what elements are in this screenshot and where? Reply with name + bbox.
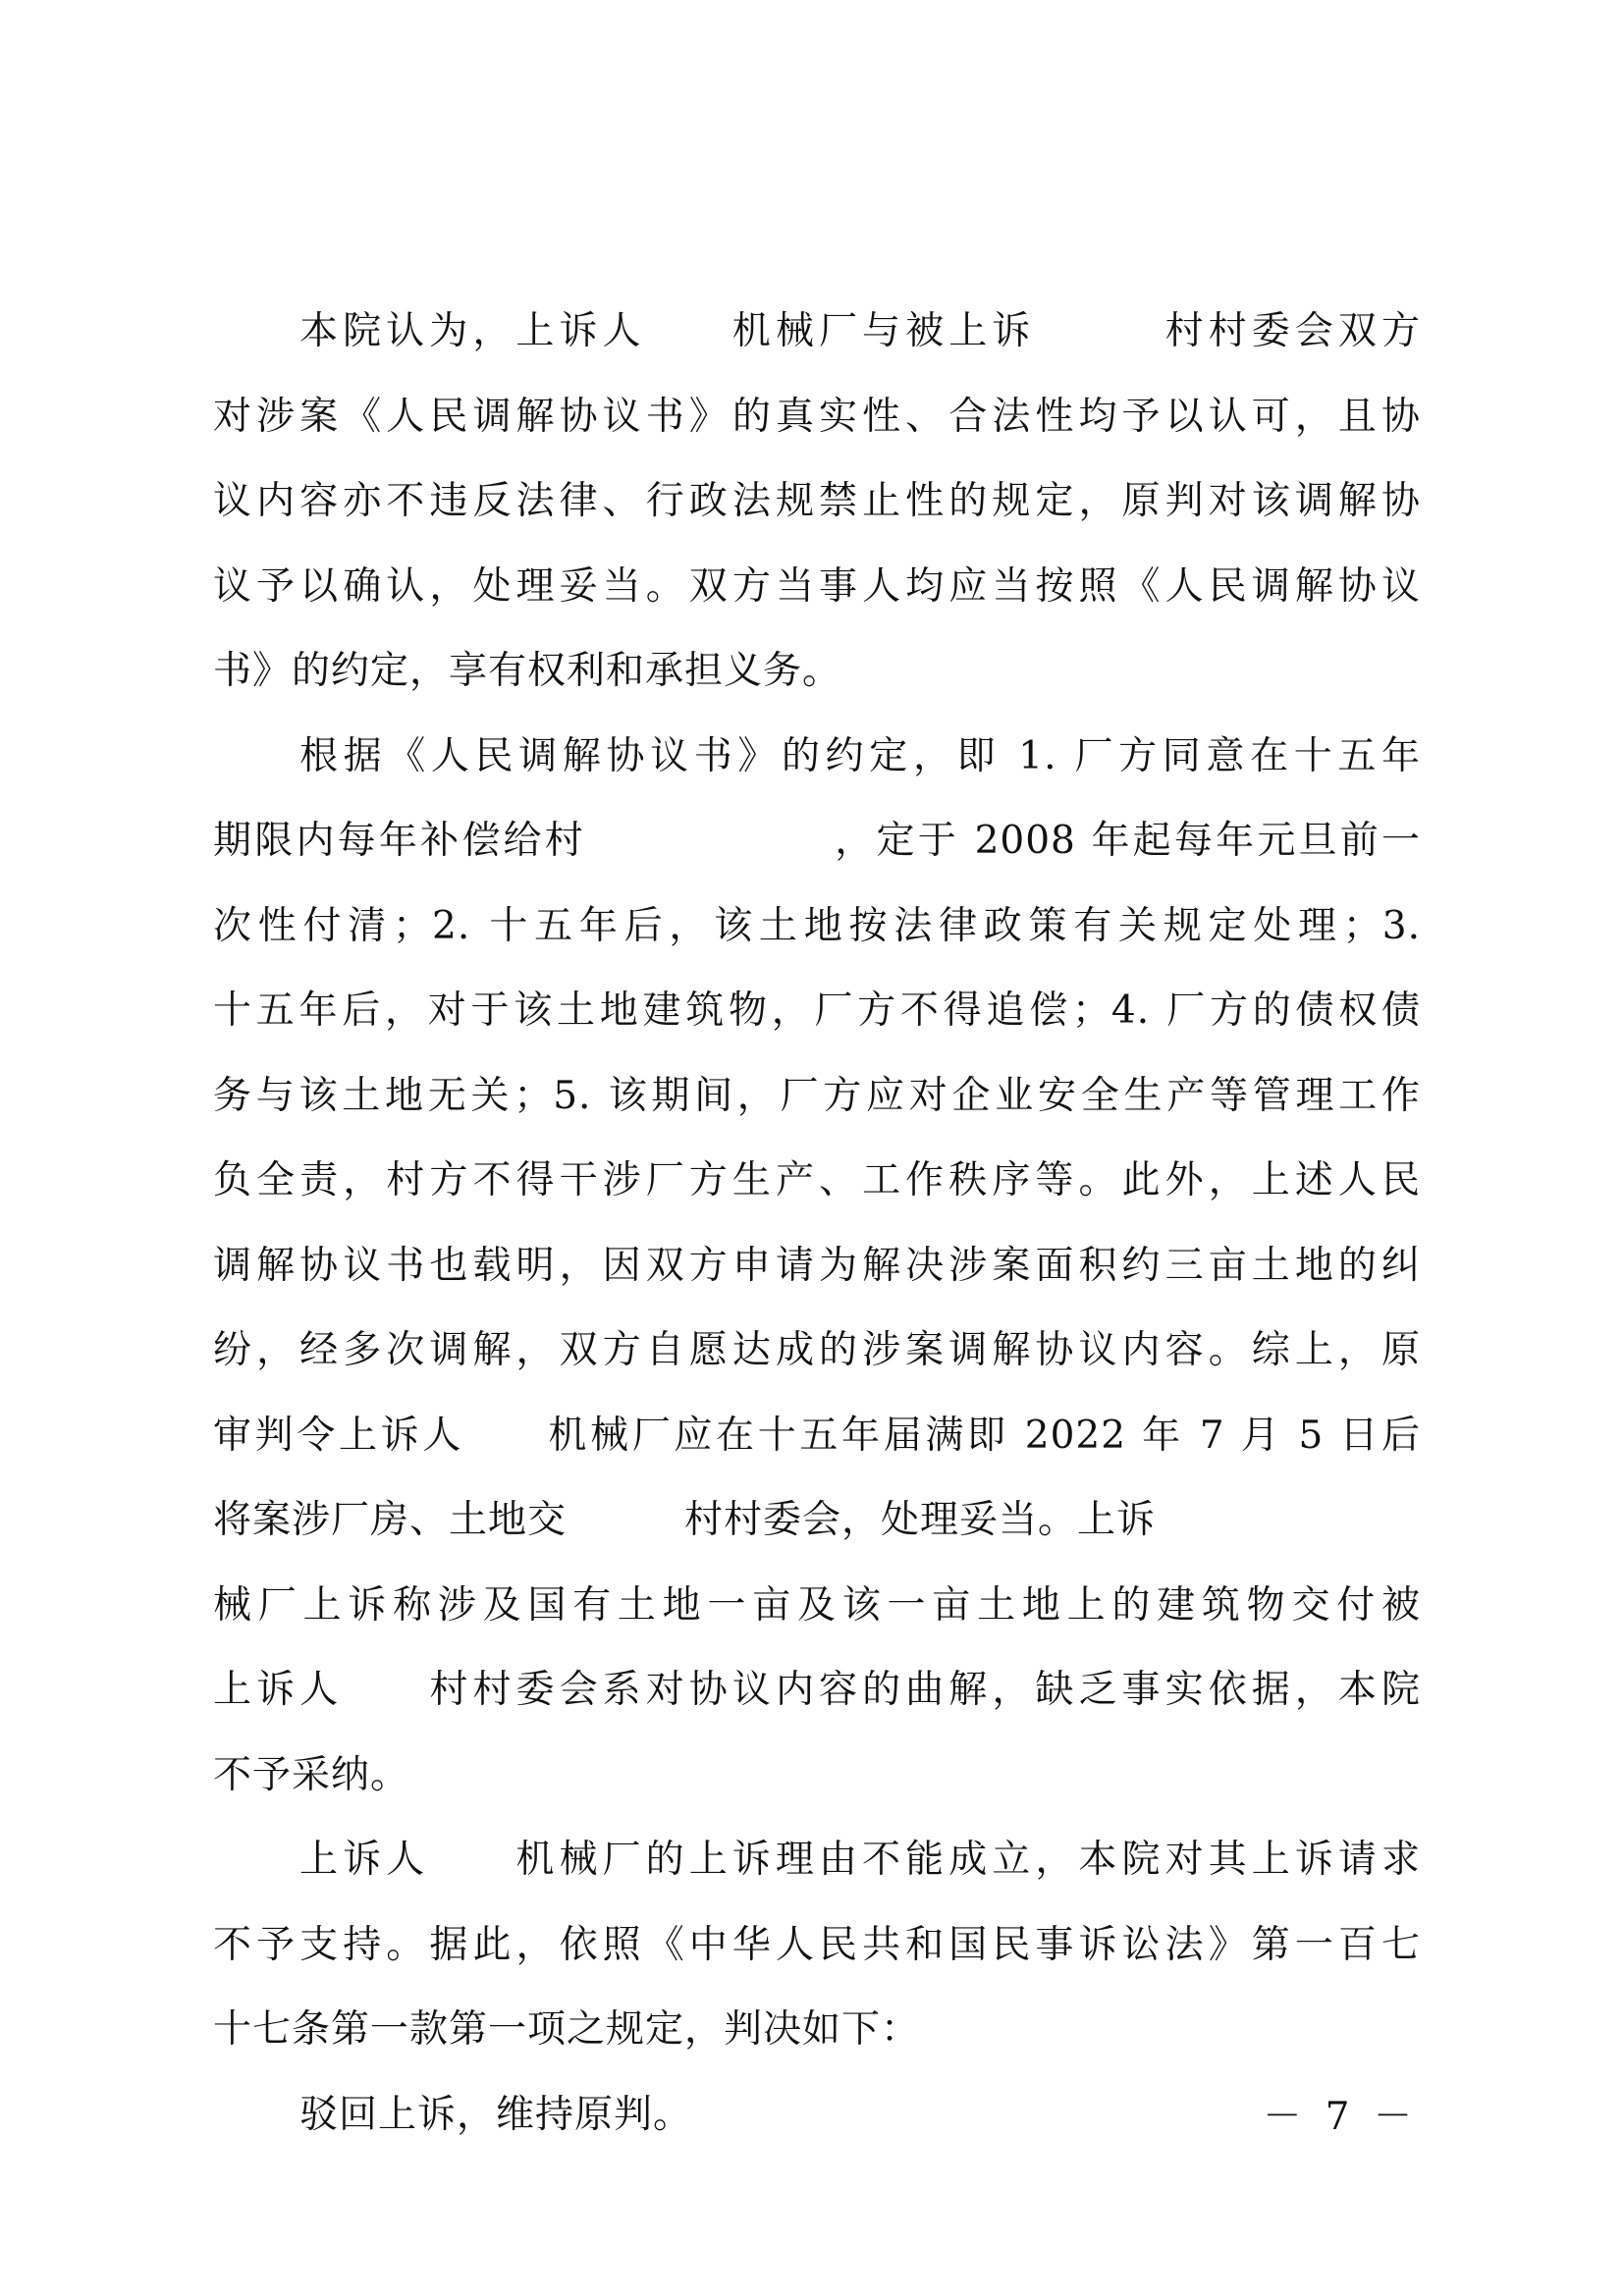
paragraph-2-line-12: 上诉人 村村委会系对协议内容的曲解，缺乏事实依据，本院 bbox=[213, 1668, 1421, 1712]
paragraph-2-line-7: 调解协议书也载明，因双方申请为解决涉案面积约三亩土地的纠 bbox=[213, 1243, 1421, 1288]
paragraph-2-line-6: 负全责，村方不得干涉厂方生产、工作秩序等。此外，上述人民 bbox=[213, 1158, 1421, 1202]
paragraph-2-line-1: 根据《人民调解协议书》的约定，即 1. 厂方同意在十五年 bbox=[299, 733, 1421, 778]
page-number: － 7 － bbox=[1263, 2095, 1418, 2139]
paragraph-2-line-4: 十五年后，对于该土地建筑物，厂方不得追偿；4. 厂方的债权债 bbox=[213, 988, 1421, 1033]
paragraph-2-line-13: 不予采纳。 bbox=[213, 1752, 410, 1797]
paragraph-1-line-4: 议予以确认，处理妥当。双方当事人均应当按照《人民调解协议 bbox=[213, 563, 1421, 609]
paragraph-3-line-2: 不予支持。据此，依照《中华人民共和国民事诉讼法》第一百七 bbox=[213, 1922, 1421, 1967]
paragraph-2-line-3: 次性付清；2. 十五年后，该土地按法律政策有关规定处理；3. bbox=[213, 903, 1421, 948]
paragraph-1-line-5: 书》的约定，享有权利和承担义务。 bbox=[213, 649, 842, 693]
paragraph-2-line-2: 期限内每年补偿给村 ，定于 2008 年起每年元旦前一 bbox=[213, 819, 1421, 863]
paragraph-4-line-1: 驳回上诉，维持原判。 bbox=[299, 2092, 693, 2137]
paragraph-2-line-5: 务与该土地无关；5. 该期间，厂方应对企业安全生产等管理工作 bbox=[213, 1073, 1421, 1118]
paragraph-2-line-10: 将案涉厂房、土地交 村村委会，处理妥当。上诉 bbox=[213, 1498, 1157, 1542]
paragraph-1-line-3: 议内容亦不违反法律、行政法规禁止性的规定，原判对该调解协 bbox=[213, 479, 1421, 523]
paragraph-3-line-1: 上诉人 机械厂的上诉理由不能成立，本院对其上诉请求 bbox=[299, 1838, 1421, 1882]
paragraph-2-line-11: 械厂上诉称涉及国有土地一亩及该一亩土地上的建筑物交付被 bbox=[213, 1582, 1421, 1628]
paragraph-1-line-2: 对涉案《人民调解协议书》的真实性、合法性均予以认可，且协 bbox=[213, 394, 1421, 439]
paragraph-3-line-3: 十七条第一款第一项之规定，判决如下： bbox=[213, 2007, 921, 2052]
judgment-body bbox=[213, 290, 1421, 2158]
paragraph-2-line-9: 审判令上诉人 机械厂应在十五年届满即 2022 年 7 月 5 日后 bbox=[213, 1413, 1421, 1458]
paragraph-2-line-8: 纷，经多次调解，双方自愿达成的涉案调解协议内容。综上，原 bbox=[213, 1328, 1421, 1372]
paragraph-1-line-1: 本院认为，上诉人 机械厂与被上诉 村村委会双方 bbox=[299, 309, 1421, 353]
